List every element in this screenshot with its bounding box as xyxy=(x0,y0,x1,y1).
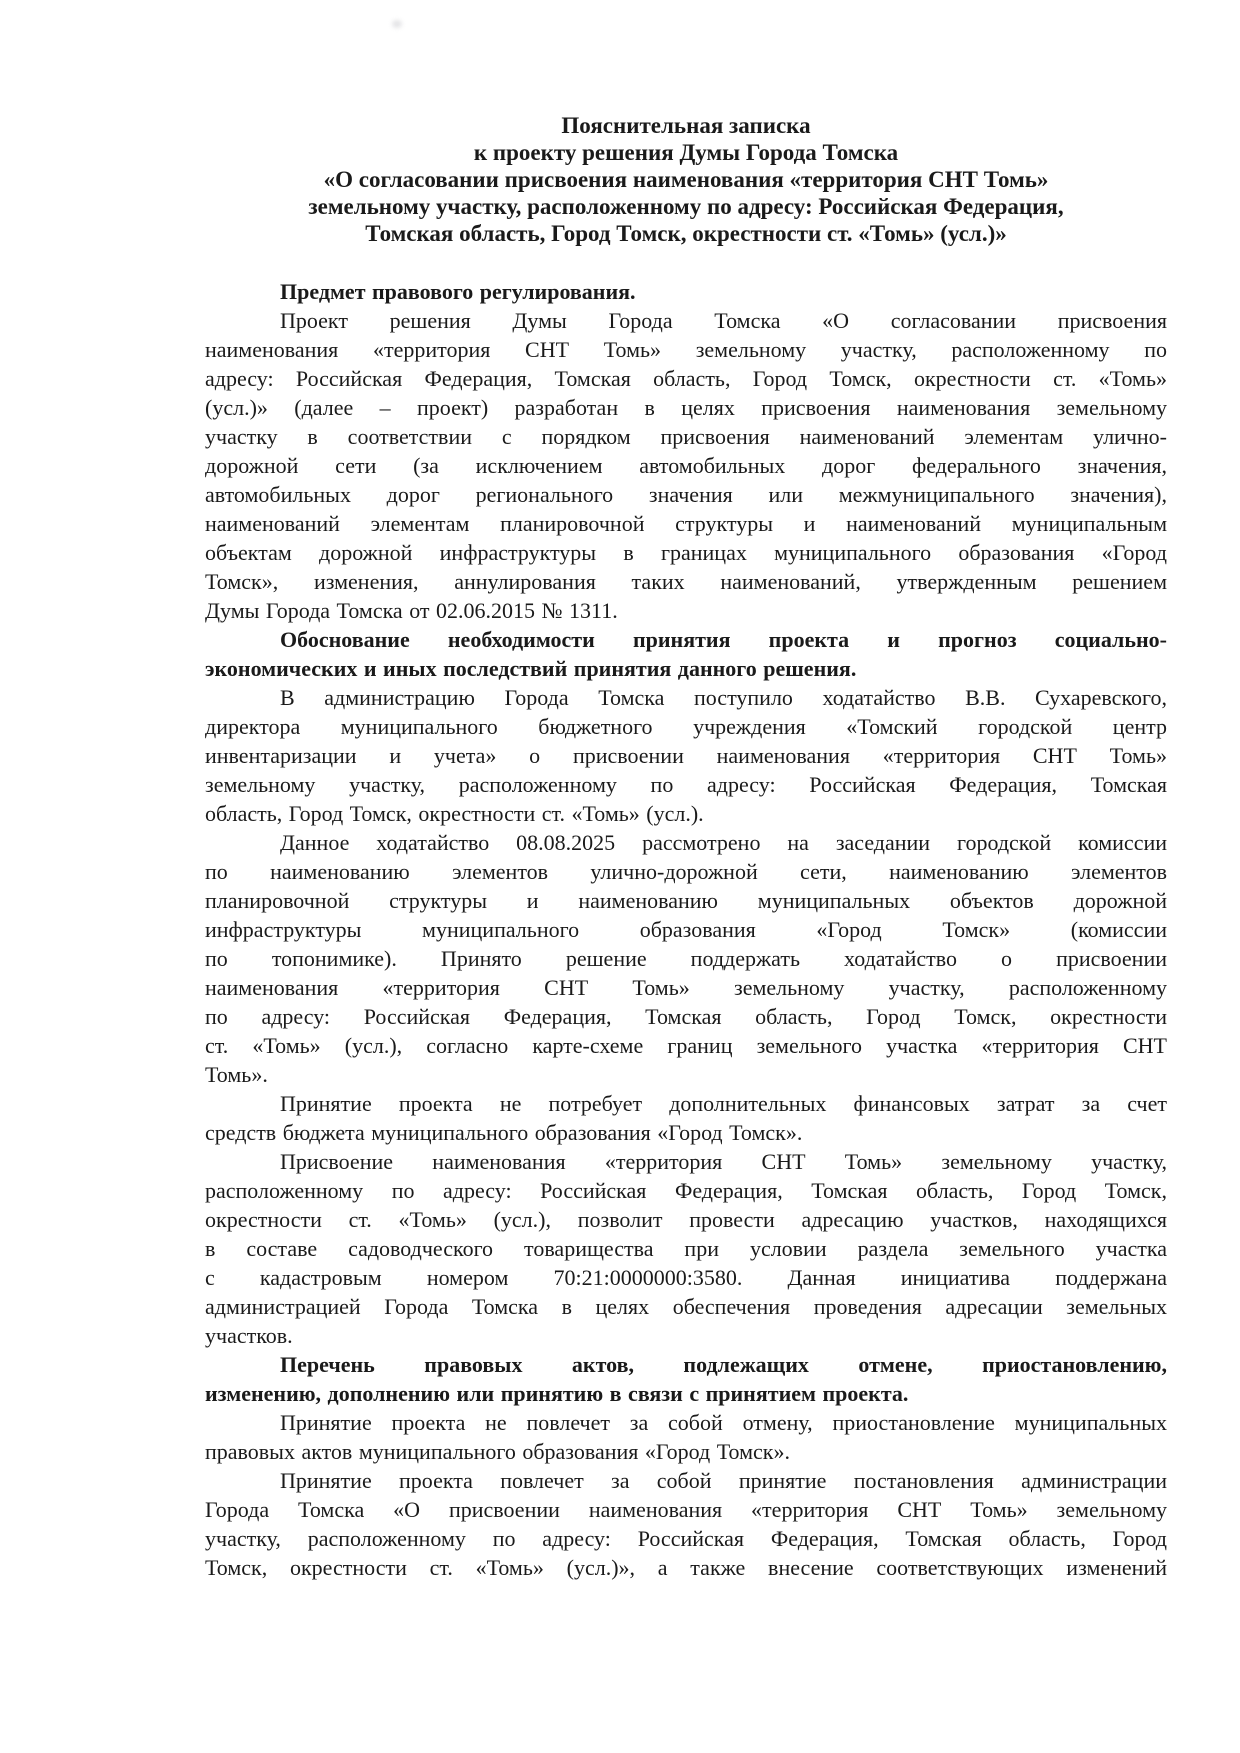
text-line: изменению, дополнению или принятию в связи с принятием проекта. xyxy=(205,1381,909,1406)
title-line: Пояснительная записка xyxy=(561,113,811,138)
text-line: В администрацию Города Томска поступило ходатайство В.В. Сухаревского, xyxy=(280,685,1167,710)
text-line: Предмет правового регулирования. xyxy=(280,279,636,304)
text-line: с кадастровым номером 70:21:0000000:3580. Данная инициатива поддержана xyxy=(205,1265,1167,1290)
paragraph xyxy=(205,1408,1167,1466)
section-heading xyxy=(205,1350,1167,1408)
text-line: Обоснование необходимости принятия проекта и прогноз социально- xyxy=(280,627,1167,652)
text-line: участков. xyxy=(205,1323,293,1348)
text-line: Принятие проекта не потребует дополнительных финансовых затрат за счет xyxy=(280,1091,1167,1116)
title-line: земельному участку, расположенному по адресу: Российская Федерация, xyxy=(308,194,1064,219)
text-line: по наименованию элементов улично-дорожной сети, наименованию элементов xyxy=(205,859,1167,884)
paragraph xyxy=(205,1147,1167,1350)
text-line: по адресу: Российская Федерация, Томская область, Город Томск, окрестности xyxy=(205,1004,1167,1029)
text-line: объектам дорожной инфраструктуры в границах муниципального образования «Город xyxy=(205,540,1167,565)
text-line: ст. «Томь» (усл.), согласно карте-схеме границ земельного участка «территория СНТ xyxy=(205,1033,1167,1058)
text-line: Томск, окрестности ст. «Томь» (усл.)», а также внесение соответствующих изменений xyxy=(205,1555,1167,1580)
text-line: расположенному по адресу: Российская Федерация, Томская область, Город Томск, xyxy=(205,1178,1167,1203)
text-line: средств бюджета муниципального образования «Город Томск». xyxy=(205,1120,803,1145)
title-line: Томская область, Город Томск, окрестности ст. «Томь» (усл.)» xyxy=(365,221,1007,246)
text-line: (усл.)» (далее – проект) разработан в целях присвоения наименования земельному xyxy=(205,395,1167,420)
text-line: директора муниципального бюджетного учреждения «Томский городской центр xyxy=(205,714,1167,739)
text-line: окрестности ст. «Томь» (усл.), позволит провести адресацию участков, находящихся xyxy=(205,1207,1167,1232)
text-line: Перечень правовых актов, подлежащих отмене, приостановлению, xyxy=(280,1352,1167,1377)
text-line: наименования «территория СНТ Томь» земельному участку, расположенному xyxy=(205,975,1167,1000)
text-line: участку, расположенному по адресу: Российская Федерация, Томская область, Город xyxy=(205,1526,1167,1551)
text-line: адресу: Российская Федерация, Томская область, Город Томск, окрестности ст. «Томь» xyxy=(205,366,1167,391)
text-line: Принятие проекта не повлечет за собой отмену, приостановление муниципальных xyxy=(280,1410,1167,1435)
text-line: Данное ходатайство 08.08.2025 рассмотрено на заседании городской комиссии xyxy=(280,830,1167,855)
document-title xyxy=(205,112,1167,247)
paragraph xyxy=(205,683,1167,828)
text-block xyxy=(205,112,1167,1582)
text-line: Томь». xyxy=(205,1062,268,1087)
text-line: Города Томска «О присвоении наименования «территория СНТ Томь» земельному xyxy=(205,1497,1167,1522)
title-line: к проекту решения Думы Города Томска xyxy=(473,140,899,165)
text-line: Проект решения Думы Города Томска «О согласовании присвоения xyxy=(280,308,1167,333)
paragraph xyxy=(205,1089,1167,1147)
text-line: наименования «территория СНТ Томь» земельному участку, расположенному по xyxy=(205,337,1167,362)
paragraph xyxy=(205,306,1167,625)
text-line: Присвоение наименования «территория СНТ Томь» земельному участку, xyxy=(280,1149,1167,1174)
section-heading xyxy=(205,625,1167,683)
text-line: экономических и иных последствий принятия данного решения. xyxy=(205,656,857,681)
text-line: область, Город Томск, окрестности ст. «Томь» (усл.). xyxy=(205,801,704,826)
text-line: Томск», изменения, аннулирования таких наименований, утвержденным решением xyxy=(205,569,1167,594)
text-line: инвентаризации и учета» о присвоении наименования «территория СНТ Томь» xyxy=(205,743,1167,768)
text-line: администрацией Города Томска в целях обеспечения проведения адресации земельных xyxy=(205,1294,1167,1319)
text-line: планировочной структуры и наименованию муниципальных объектов дорожной xyxy=(205,888,1167,913)
title-line: «О согласовании присвоения наименования «территория СНТ Томь» xyxy=(323,167,1049,192)
text-line: в составе садоводческого товарищества при условии раздела земельного участка xyxy=(205,1236,1167,1261)
paragraph xyxy=(205,828,1167,1089)
text-line: правовых актов муниципального образования «Город Томск». xyxy=(205,1439,790,1464)
text-line: Принятие проекта повлечет за собой принятие постановления администрации xyxy=(280,1468,1167,1493)
document-body xyxy=(205,277,1167,1582)
scan-artifact xyxy=(392,20,402,28)
text-line: Думы Города Томска от 02.06.2015 № 1311. xyxy=(205,598,618,623)
section-heading xyxy=(205,277,1167,306)
text-line: по топонимике). Принято решение поддержать ходатайство о присвоении xyxy=(205,946,1167,971)
text-line: инфраструктуры муниципального образования «Город Томск» (комиссии xyxy=(205,917,1167,942)
text-line: дорожной сети (за исключением автомобильных дорог федерального значения, xyxy=(205,453,1167,478)
text-line: наименований элементам планировочной структуры и наименований муниципальным xyxy=(205,511,1167,536)
paragraph xyxy=(205,1466,1167,1582)
text-line: земельному участку, расположенному по адресу: Российская Федерация, Томская xyxy=(205,772,1167,797)
text-line: участку в соответствии с порядком присвоения наименований элементам улично- xyxy=(205,424,1167,449)
text-line: автомобильных дорог регионального значения или межмуниципального значения), xyxy=(205,482,1167,507)
